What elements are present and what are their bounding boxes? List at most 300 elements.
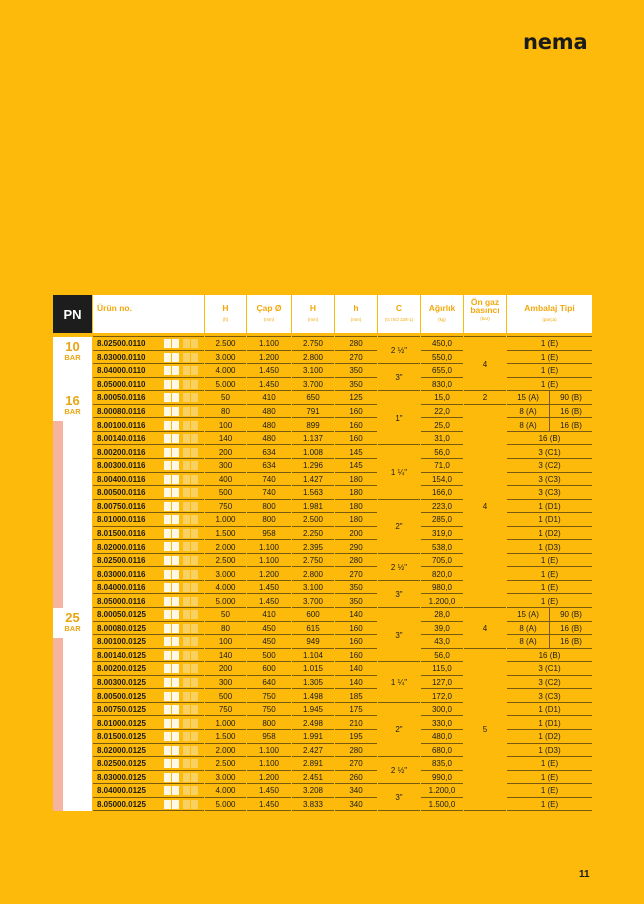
- cell-package: 1 (E): [540, 759, 559, 769]
- cell-weight: 115,0: [432, 664, 452, 674]
- code-marker-box: [172, 678, 179, 687]
- code-marker-box: [172, 624, 179, 633]
- cell-package: 1 (D1): [538, 515, 561, 525]
- code-marker-box: [191, 461, 198, 470]
- cell-connection: 3": [395, 793, 403, 803]
- code-marker-box: [164, 773, 171, 782]
- cell-pre-pressure: 2: [482, 393, 488, 403]
- cell-h-mm: 3.100: [302, 366, 324, 376]
- header-col-0: [93, 295, 204, 333]
- code-marker-box: [183, 583, 190, 592]
- cell-package-a: 8 (A): [519, 637, 537, 647]
- cell-h-mm: 1.563: [302, 488, 324, 498]
- code-marker-box: [164, 800, 171, 809]
- product-code: 8.00050.0125: [97, 610, 146, 620]
- code-marker-box: [191, 746, 198, 755]
- code-marker-box: [191, 407, 198, 416]
- product-code: 8.04000.0110: [97, 366, 146, 376]
- code-marker-box: [164, 746, 171, 755]
- cell-h-ft: 1.500: [215, 732, 236, 742]
- code-marker-box: [183, 637, 190, 646]
- code-marker-box: [191, 339, 198, 348]
- code-marker-box: [172, 719, 179, 728]
- code-marker-box: [191, 542, 198, 551]
- cell-h-ft: 500: [218, 488, 233, 498]
- cell-weight: 39,0: [434, 623, 450, 633]
- header-title: H: [222, 303, 229, 313]
- cell-weight: 550,0: [431, 352, 453, 362]
- cell-weight: 43,0: [434, 637, 450, 647]
- cell-h-ft: 3.000: [215, 772, 236, 782]
- code-marker-box: [191, 570, 198, 579]
- product-code: 8.00300.0125: [97, 678, 146, 687]
- code-marker-box: [191, 515, 198, 524]
- header-unit: (parça): [542, 317, 557, 322]
- pressure-group: [53, 608, 92, 811]
- cell-package: 1 (E): [540, 379, 559, 389]
- cell-h-mm: 1.015: [302, 664, 324, 674]
- cell-diameter: 958: [262, 732, 276, 742]
- code-marker-box: [183, 719, 190, 728]
- cell-pre-pressure: 4: [482, 501, 488, 511]
- header-col-7: [464, 295, 506, 333]
- product-code: 8.04000.0116: [97, 583, 146, 593]
- row-divider: [507, 810, 592, 811]
- product-code: 8.00050.0116: [97, 393, 146, 403]
- cell-h-mm: 600: [306, 610, 320, 620]
- code-marker-box: [172, 692, 179, 701]
- code-marker-box: [164, 488, 171, 497]
- cell-package: 1 (E): [540, 799, 559, 809]
- cell-h-mm: 3.833: [302, 799, 324, 809]
- cell-small-h: 280: [349, 339, 363, 349]
- cell-small-h: 160: [349, 407, 363, 416]
- code-marker-box: [191, 786, 198, 795]
- cell-h-ft: 300: [218, 461, 233, 471]
- cell-diameter: 1.450: [258, 596, 280, 606]
- code-marker-box: [172, 502, 179, 511]
- cell-h-mm: 1.305: [302, 678, 324, 687]
- cell-package: 1 (D2): [538, 528, 561, 538]
- cell-h-mm: 2.498: [302, 718, 324, 728]
- cell-weight: 835,0: [431, 759, 453, 769]
- cell-h-mm: 1.104: [302, 650, 324, 660]
- header-col-6: [421, 295, 463, 333]
- code-marker-box: [164, 542, 171, 551]
- code-marker-box: [172, 597, 179, 606]
- code-marker-box: [191, 502, 198, 511]
- code-marker-box: [191, 583, 198, 592]
- cell-h-mm: 3.700: [302, 596, 324, 606]
- code-marker-box: [183, 597, 190, 606]
- cell-small-h: 280: [349, 556, 363, 566]
- cell-h-mm: 2.395: [302, 542, 324, 552]
- code-marker-box: [172, 380, 179, 389]
- code-marker-box: [164, 583, 171, 592]
- cell-diameter: 1.450: [258, 366, 280, 376]
- cell-h-ft: 5.000: [215, 596, 236, 606]
- group-pressure-unit: BAR: [64, 353, 81, 362]
- cell-weight: 56,0: [434, 650, 450, 660]
- cell-package-a: 8 (A): [519, 623, 537, 633]
- cell-diameter: 800: [262, 718, 276, 728]
- cell-small-h: 270: [349, 352, 363, 362]
- product-code: 8.04000.0125: [97, 786, 146, 796]
- cell-h-ft: 4.000: [215, 583, 236, 593]
- code-marker-box: [164, 678, 171, 687]
- code-marker-box: [183, 353, 190, 362]
- page-number: 11: [579, 869, 590, 880]
- cell-package: 3 (C3): [538, 474, 561, 484]
- cell-h-mm: 1.945: [302, 705, 324, 715]
- cell-small-h: 160: [349, 650, 363, 660]
- cell-h-ft: 100: [218, 420, 233, 430]
- code-marker-box: [164, 651, 171, 660]
- code-marker-box: [191, 529, 198, 538]
- cell-package-a: 15 (A): [517, 610, 539, 620]
- cell-h-ft: 3.000: [215, 352, 236, 362]
- header-col-8: [507, 295, 592, 333]
- header-unit: (G ISO 228-1): [384, 317, 414, 322]
- cell-weight: 15,0: [434, 393, 450, 403]
- code-marker-box: [164, 461, 171, 470]
- header-unit: (mm): [263, 317, 275, 322]
- cell-small-h: 200: [349, 528, 363, 538]
- code-marker-box: [164, 732, 171, 741]
- code-marker-box: [172, 353, 179, 362]
- code-marker-box: [183, 393, 190, 402]
- product-code: 8.03000.0125: [97, 772, 146, 782]
- code-marker-box: [172, 529, 179, 538]
- cell-diameter: 1.100: [258, 542, 280, 552]
- cell-weight: 172,0: [431, 691, 453, 701]
- cell-h-mm: 1.296: [302, 461, 324, 471]
- product-code: 8.00100.0116: [97, 420, 146, 430]
- cell-connection: 3": [395, 589, 403, 599]
- code-marker-box: [164, 610, 171, 619]
- code-marker-box: [172, 339, 179, 348]
- code-marker-box: [172, 651, 179, 660]
- cell-package: 1 (D1): [538, 718, 561, 728]
- code-marker-box: [164, 637, 171, 646]
- cell-small-h: 350: [349, 366, 363, 376]
- header-col-5: [378, 295, 420, 333]
- cell-diameter: 634: [262, 447, 276, 457]
- row-divider: [292, 810, 334, 811]
- code-marker-box: [183, 732, 190, 741]
- package-split-divider: [549, 635, 550, 649]
- table-top-divider: [335, 336, 377, 337]
- cell-h-ft: 5.000: [215, 379, 236, 389]
- product-code: 8.00500.0125: [97, 691, 146, 701]
- cell-diameter: 480: [262, 420, 276, 430]
- code-marker-box: [191, 624, 198, 633]
- cell-small-h: 145: [349, 447, 363, 457]
- code-marker-box: [183, 542, 190, 551]
- cell-h-mm: 2.891: [302, 759, 324, 769]
- code-marker-box: [191, 719, 198, 728]
- code-marker-box: [172, 461, 179, 470]
- cell-small-h: 340: [349, 799, 363, 809]
- cell-diameter: 1.450: [258, 786, 280, 796]
- cell-weight: 223,0: [431, 501, 453, 511]
- code-marker-box: [183, 692, 190, 701]
- header-col-3: [292, 295, 334, 333]
- cell-small-h: 340: [349, 786, 363, 796]
- header-col-1: [205, 295, 246, 333]
- product-code: 8.00500.0116: [97, 488, 146, 498]
- code-marker-box: [183, 488, 190, 497]
- cell-package: 1 (E): [540, 583, 559, 593]
- code-marker-box: [172, 800, 179, 809]
- code-marker-box: [164, 407, 171, 416]
- cell-weight: 820,0: [431, 569, 453, 579]
- cell-weight: 655,0: [431, 366, 453, 376]
- code-marker-box: [183, 556, 190, 565]
- code-marker-box: [164, 434, 171, 443]
- cell-h-ft: 300: [218, 678, 233, 687]
- cell-small-h: 180: [349, 515, 363, 525]
- pressure-group: [53, 391, 92, 608]
- cell-weight: 1.500,0: [428, 799, 456, 809]
- table-top-divider: [93, 336, 204, 337]
- cell-small-h: 270: [349, 569, 363, 579]
- code-marker-box: [172, 664, 179, 673]
- cell-h-ft: 4.000: [215, 786, 236, 796]
- cell-weight: 990,0: [431, 772, 453, 782]
- code-marker-box: [164, 692, 171, 701]
- cell-package-a: 8 (A): [519, 407, 537, 416]
- cell-small-h: 160: [349, 623, 363, 633]
- cell-h-mm: 2.800: [302, 569, 324, 579]
- cell-connection: 3": [395, 373, 403, 383]
- code-marker-box: [183, 529, 190, 538]
- code-marker-box: [183, 786, 190, 795]
- product-code: 8.02000.0125: [97, 745, 146, 755]
- cell-package: 1 (E): [540, 569, 559, 579]
- cell-small-h: 185: [349, 691, 363, 701]
- header-title: Ağırlık: [428, 303, 456, 313]
- group-divider: [378, 810, 420, 811]
- cell-package: 16 (B): [538, 434, 561, 444]
- cell-h-ft: 1.000: [215, 515, 236, 525]
- product-code: 8.01500.0125: [97, 732, 146, 742]
- table-top-divider: [421, 336, 463, 337]
- cell-small-h: 260: [349, 772, 363, 782]
- cell-package: 1 (E): [540, 366, 559, 376]
- cell-h-mm: 2.451: [302, 772, 324, 782]
- cell-diameter: 800: [262, 515, 276, 525]
- cell-diameter: 480: [262, 434, 276, 444]
- cell-diameter: 740: [262, 488, 276, 498]
- cell-small-h: 125: [349, 393, 363, 403]
- code-marker-box: [172, 366, 179, 375]
- cell-small-h: 180: [349, 488, 363, 498]
- cell-h-ft: 500: [218, 691, 233, 701]
- cell-h-ft: 750: [218, 705, 233, 715]
- cell-diameter: 800: [262, 501, 276, 511]
- cell-h-ft: 1.500: [215, 528, 236, 538]
- cell-diameter: 1.200: [258, 352, 280, 362]
- code-marker-box: [164, 353, 171, 362]
- header-title: C: [395, 303, 403, 313]
- code-marker-box: [191, 448, 198, 457]
- cell-connection: 1 ¼": [390, 678, 408, 687]
- cell-package-a: 8 (A): [519, 420, 537, 430]
- code-marker-box: [164, 515, 171, 524]
- cell-diameter: 1.100: [258, 759, 280, 769]
- cell-h-mm: 949: [306, 637, 320, 647]
- package-split-divider: [549, 405, 550, 419]
- cell-diameter: 500: [262, 650, 276, 660]
- code-marker-box: [191, 421, 198, 430]
- group-pressure-value: 25: [65, 610, 80, 625]
- code-marker-box: [172, 637, 179, 646]
- cell-weight: 166,0: [431, 488, 453, 498]
- cell-h-ft: 2.500: [215, 759, 236, 769]
- product-code: 8.00400.0116: [97, 474, 146, 484]
- code-marker-box: [183, 515, 190, 524]
- cell-h-mm: 2.250: [302, 528, 324, 538]
- cell-weight: 830,0: [431, 379, 453, 389]
- header-title: Ön gaz basıncı: [470, 297, 500, 315]
- cell-diameter: 750: [262, 705, 276, 715]
- code-marker-box: [183, 570, 190, 579]
- cell-weight: 285,0: [431, 515, 453, 525]
- group-divider: [464, 810, 506, 811]
- code-marker-box: [164, 475, 171, 484]
- cell-small-h: 270: [349, 759, 363, 769]
- cell-small-h: 160: [349, 434, 363, 444]
- header-title: h: [353, 303, 359, 313]
- cell-h-mm: 1.981: [302, 501, 324, 511]
- product-code: 8.05000.0110: [97, 379, 146, 389]
- product-code: 8.01000.0125: [97, 718, 146, 728]
- cell-weight: 25,0: [434, 420, 450, 430]
- header-col-2: [247, 295, 291, 333]
- cell-h-mm: 650: [306, 393, 320, 403]
- cell-diameter: 410: [262, 610, 276, 620]
- cell-diameter: 740: [262, 474, 276, 484]
- cell-h-ft: 400: [218, 474, 233, 484]
- cell-h-mm: 2.500: [302, 515, 324, 525]
- cell-package: 16 (B): [538, 650, 561, 660]
- group-pressure-value: 16: [65, 393, 80, 409]
- cell-h-mm: 1.008: [302, 447, 324, 457]
- header-unit: (bar): [480, 316, 490, 321]
- cell-pre-pressure: 4: [482, 359, 488, 369]
- cell-package: 1 (D3): [538, 542, 561, 552]
- cell-pre-pressure: 5: [482, 725, 488, 735]
- cell-package: 3 (C1): [538, 664, 561, 674]
- header-col-4: [335, 295, 377, 333]
- package-split-divider: [549, 418, 550, 432]
- code-marker-box: [172, 732, 179, 741]
- cell-h-ft: 4.000: [215, 366, 236, 376]
- cell-connection: 2": [395, 522, 403, 532]
- code-marker-box: [191, 692, 198, 701]
- cell-diameter: 1.100: [258, 745, 280, 755]
- cell-h-mm: 899: [306, 420, 320, 430]
- code-marker-box: [164, 556, 171, 565]
- cell-h-mm: 2.750: [302, 339, 324, 349]
- cell-diameter: 1.450: [258, 583, 280, 593]
- code-marker-box: [172, 475, 179, 484]
- product-code: 8.00080.0125: [97, 623, 146, 633]
- cell-connection: 3": [395, 630, 403, 640]
- cell-small-h: 140: [349, 678, 363, 687]
- cell-diameter: 640: [262, 678, 276, 687]
- cell-diameter: 1.100: [258, 556, 280, 566]
- cell-package-b: 90 (B): [560, 610, 582, 620]
- header-unit: (mm): [350, 317, 362, 322]
- code-marker-box: [172, 705, 179, 714]
- cell-diameter: 410: [262, 393, 276, 403]
- code-marker-box: [164, 339, 171, 348]
- code-marker-box: [191, 759, 198, 768]
- header-title: Ambalaj Tipi: [524, 303, 575, 313]
- cell-small-h: 160: [349, 420, 363, 430]
- code-marker-box: [172, 610, 179, 619]
- cell-h-ft: 2.500: [215, 339, 236, 349]
- cell-connection: 2 ½": [390, 346, 408, 356]
- cell-h-ft: 2.000: [215, 745, 236, 755]
- cell-diameter: 1.450: [258, 379, 280, 389]
- cell-package: 3 (C3): [538, 691, 561, 701]
- cell-h-ft: 140: [218, 650, 233, 660]
- cell-small-h: 350: [349, 596, 363, 606]
- cell-package-b: 16 (B): [560, 637, 582, 647]
- cell-package: 1 (D1): [538, 705, 561, 715]
- header-unit: (kg): [438, 317, 446, 322]
- cell-weight: 330,0: [431, 718, 453, 728]
- product-code: 8.00750.0116: [97, 501, 146, 511]
- cell-h-ft: 80: [221, 407, 230, 416]
- cell-weight: 480,0: [431, 732, 453, 742]
- cell-package: 1 (E): [540, 596, 559, 606]
- product-code: 8.05000.0125: [97, 799, 146, 809]
- cell-h-mm: 3.208: [302, 786, 324, 796]
- code-marker-box: [164, 664, 171, 673]
- cell-weight: 154,0: [431, 474, 453, 484]
- product-code: 8.03000.0110: [97, 352, 146, 362]
- cell-h-mm: 791: [306, 407, 320, 416]
- code-marker-box: [183, 421, 190, 430]
- cell-weight: 71,0: [434, 461, 450, 471]
- code-marker-box: [164, 759, 171, 768]
- cell-h-mm: 2.750: [302, 556, 324, 566]
- cell-weight: 538,0: [431, 542, 453, 552]
- code-marker-box: [172, 556, 179, 565]
- code-marker-box: [183, 366, 190, 375]
- code-marker-box: [183, 800, 190, 809]
- code-marker-box: [183, 380, 190, 389]
- code-marker-box: [172, 421, 179, 430]
- cell-weight: 22,0: [434, 407, 450, 416]
- cell-package: 1 (D3): [538, 745, 561, 755]
- code-marker-box: [191, 773, 198, 782]
- cell-h-ft: 2.000: [215, 542, 236, 552]
- product-code: 8.01500.0116: [97, 528, 146, 538]
- cell-diameter: 1.100: [258, 339, 280, 349]
- group-side-stripe: [53, 638, 63, 811]
- cell-weight: 1.200,0: [428, 786, 456, 796]
- cell-diameter: 450: [262, 637, 276, 647]
- code-marker-box: [183, 624, 190, 633]
- table-top-divider: [292, 336, 334, 337]
- code-marker-box: [191, 434, 198, 443]
- cell-small-h: 140: [349, 610, 363, 620]
